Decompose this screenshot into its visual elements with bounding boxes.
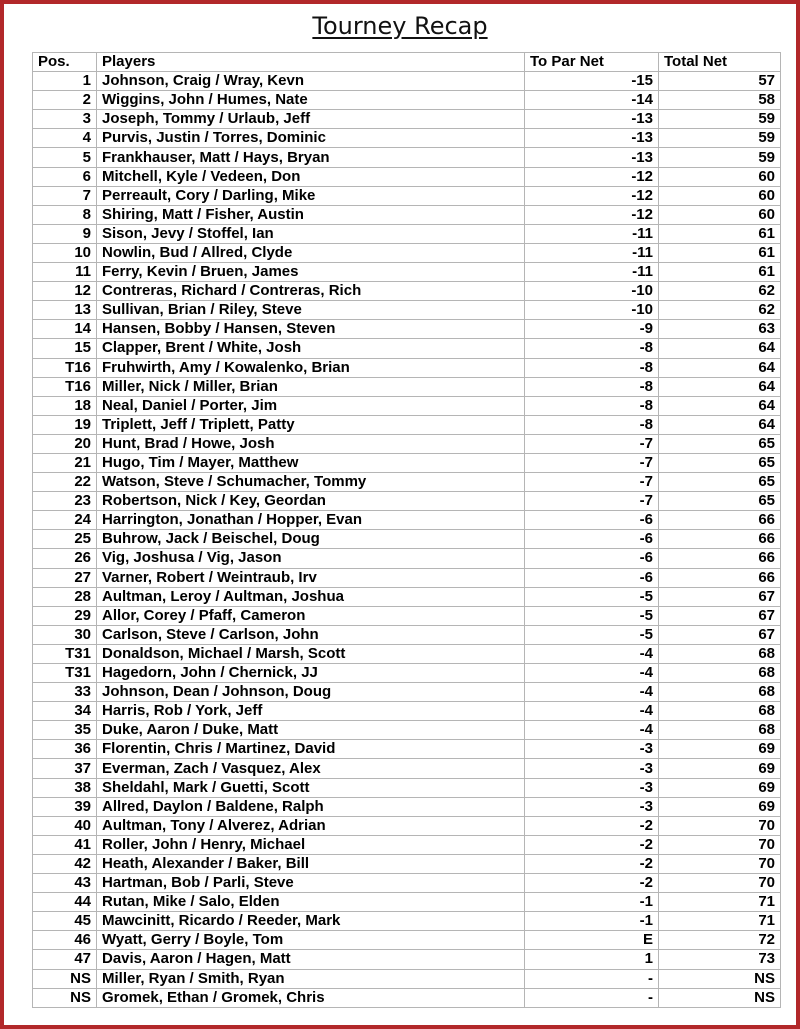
players-cell: Heath, Alexander / Baker, Bill: [97, 854, 525, 873]
players-cell: Miller, Nick / Miller, Brian: [97, 377, 525, 396]
table-row: [33, 453, 781, 472]
table-row: [33, 339, 781, 358]
to-par-net-cell: -13: [525, 110, 659, 129]
total-net-cell: 70: [659, 816, 781, 835]
to-par-net-cell: -2: [525, 816, 659, 835]
position-cell: 2: [33, 91, 97, 110]
table-row: [33, 854, 781, 873]
players-cell: Purvis, Justin / Torres, Dominic: [97, 129, 525, 148]
to-par-net-cell: -5: [525, 606, 659, 625]
table-row: [33, 721, 781, 740]
total-net-cell: 64: [659, 339, 781, 358]
players-cell: Carlson, Steve / Carlson, John: [97, 625, 525, 644]
table-row: [33, 568, 781, 587]
players-cell: Johnson, Dean / Johnson, Doug: [97, 683, 525, 702]
results-table: [32, 52, 781, 1008]
table-row: [33, 530, 781, 549]
to-par-net-cell: -7: [525, 473, 659, 492]
players-cell: Fruhwirth, Amy / Kowalenko, Brian: [97, 358, 525, 377]
header-to-par-net: To Par Net: [525, 53, 659, 72]
position-cell: 30: [33, 625, 97, 644]
position-cell: 8: [33, 205, 97, 224]
position-cell: 46: [33, 931, 97, 950]
total-net-cell: 68: [659, 683, 781, 702]
players-cell: Sullivan, Brian / Riley, Steve: [97, 301, 525, 320]
table-row: [33, 396, 781, 415]
to-par-net-cell: -10: [525, 301, 659, 320]
total-net-cell: 65: [659, 492, 781, 511]
players-cell: Harrington, Jonathan / Hopper, Evan: [97, 511, 525, 530]
to-par-net-cell: -: [525, 969, 659, 988]
position-cell: 44: [33, 893, 97, 912]
position-cell: 22: [33, 473, 97, 492]
table-row: [33, 377, 781, 396]
total-net-cell: 64: [659, 415, 781, 434]
players-cell: Florentin, Chris / Martinez, David: [97, 740, 525, 759]
table-row: [33, 205, 781, 224]
to-par-net-cell: -7: [525, 453, 659, 472]
table-row: [33, 358, 781, 377]
position-cell: 39: [33, 797, 97, 816]
position-cell: 5: [33, 148, 97, 167]
table-row: [33, 816, 781, 835]
table-row: [33, 492, 781, 511]
players-cell: Varner, Robert / Weintraub, Irv: [97, 568, 525, 587]
to-par-net-cell: -15: [525, 72, 659, 91]
players-cell: Robertson, Nick / Key, Geordan: [97, 492, 525, 511]
position-cell: 23: [33, 492, 97, 511]
position-cell: T31: [33, 664, 97, 683]
total-net-cell: 68: [659, 644, 781, 663]
position-cell: 12: [33, 282, 97, 301]
total-net-cell: 69: [659, 778, 781, 797]
to-par-net-cell: -6: [525, 511, 659, 530]
position-cell: 10: [33, 243, 97, 262]
position-cell: 35: [33, 721, 97, 740]
total-net-cell: 58: [659, 91, 781, 110]
table-row: [33, 893, 781, 912]
to-par-net-cell: -8: [525, 396, 659, 415]
table-row: [33, 282, 781, 301]
total-net-cell: 64: [659, 396, 781, 415]
players-cell: Neal, Daniel / Porter, Jim: [97, 396, 525, 415]
to-par-net-cell: -5: [525, 587, 659, 606]
to-par-net-cell: -8: [525, 339, 659, 358]
total-net-cell: 61: [659, 224, 781, 243]
header-players: Players: [97, 53, 525, 72]
total-net-cell: 68: [659, 664, 781, 683]
table-row: [33, 301, 781, 320]
total-net-cell: 71: [659, 912, 781, 931]
total-net-cell: 62: [659, 301, 781, 320]
to-par-net-cell: -3: [525, 759, 659, 778]
players-cell: Nowlin, Bud / Allred, Clyde: [97, 243, 525, 262]
players-cell: Buhrow, Jack / Beischel, Doug: [97, 530, 525, 549]
position-cell: T31: [33, 644, 97, 663]
total-net-cell: 64: [659, 377, 781, 396]
table-row: [33, 969, 781, 988]
players-cell: Aultman, Leroy / Aultman, Joshua: [97, 587, 525, 606]
position-cell: NS: [33, 969, 97, 988]
table-row: [33, 683, 781, 702]
players-cell: Clapper, Brent / White, Josh: [97, 339, 525, 358]
table-row: [33, 91, 781, 110]
table-row: [33, 931, 781, 950]
to-par-net-cell: -2: [525, 874, 659, 893]
position-cell: 19: [33, 415, 97, 434]
to-par-net-cell: -8: [525, 377, 659, 396]
players-cell: Vig, Joshusa / Vig, Jason: [97, 549, 525, 568]
table-row: [33, 473, 781, 492]
position-cell: 34: [33, 702, 97, 721]
players-cell: Sheldahl, Mark / Guetti, Scott: [97, 778, 525, 797]
position-cell: 33: [33, 683, 97, 702]
total-net-cell: 66: [659, 549, 781, 568]
total-net-cell: 69: [659, 759, 781, 778]
header-total-net: Total Net: [659, 53, 781, 72]
to-par-net-cell: -11: [525, 243, 659, 262]
table-row: [33, 644, 781, 663]
table-row: [33, 110, 781, 129]
table-row: [33, 434, 781, 453]
position-cell: 4: [33, 129, 97, 148]
to-par-net-cell: -7: [525, 434, 659, 453]
to-par-net-cell: -10: [525, 282, 659, 301]
to-par-net-cell: -1: [525, 912, 659, 931]
total-net-cell: 69: [659, 797, 781, 816]
total-net-cell: 66: [659, 530, 781, 549]
players-cell: Watson, Steve / Schumacher, Tommy: [97, 473, 525, 492]
position-cell: 37: [33, 759, 97, 778]
to-par-net-cell: -8: [525, 358, 659, 377]
total-net-cell: NS: [659, 969, 781, 988]
header-row: [33, 53, 781, 72]
total-net-cell: 65: [659, 453, 781, 472]
players-cell: Rutan, Mike / Salo, Elden: [97, 893, 525, 912]
table-row: [33, 224, 781, 243]
position-cell: 6: [33, 167, 97, 186]
to-par-net-cell: -12: [525, 205, 659, 224]
to-par-net-cell: -2: [525, 835, 659, 854]
table-row: [33, 511, 781, 530]
to-par-net-cell: -3: [525, 797, 659, 816]
to-par-net-cell: 1: [525, 950, 659, 969]
total-net-cell: 60: [659, 205, 781, 224]
to-par-net-cell: -4: [525, 721, 659, 740]
to-par-net-cell: -11: [525, 224, 659, 243]
position-cell: 11: [33, 263, 97, 282]
players-cell: Perreault, Cory / Darling, Mike: [97, 186, 525, 205]
total-net-cell: NS: [659, 988, 781, 1007]
position-cell: 1: [33, 72, 97, 91]
players-cell: Mawcinitt, Ricardo / Reeder, Mark: [97, 912, 525, 931]
position-cell: 41: [33, 835, 97, 854]
total-net-cell: 60: [659, 167, 781, 186]
total-net-cell: 70: [659, 835, 781, 854]
to-par-net-cell: -4: [525, 644, 659, 663]
position-cell: 24: [33, 511, 97, 530]
position-cell: 28: [33, 587, 97, 606]
players-cell: Mitchell, Kyle / Vedeen, Don: [97, 167, 525, 186]
players-cell: Hunt, Brad / Howe, Josh: [97, 434, 525, 453]
to-par-net-cell: -9: [525, 320, 659, 339]
players-cell: Hansen, Bobby / Hansen, Steven: [97, 320, 525, 339]
total-net-cell: 68: [659, 702, 781, 721]
players-cell: Harris, Rob / York, Jeff: [97, 702, 525, 721]
total-net-cell: 59: [659, 110, 781, 129]
to-par-net-cell: -12: [525, 186, 659, 205]
table-row: [33, 186, 781, 205]
to-par-net-cell: -5: [525, 625, 659, 644]
players-cell: Allor, Corey / Pfaff, Cameron: [97, 606, 525, 625]
to-par-net-cell: -13: [525, 129, 659, 148]
position-cell: 14: [33, 320, 97, 339]
players-cell: Triplett, Jeff / Triplett, Patty: [97, 415, 525, 434]
players-cell: Wiggins, John / Humes, Nate: [97, 91, 525, 110]
players-cell: Hartman, Bob / Parli, Steve: [97, 874, 525, 893]
to-par-net-cell: -14: [525, 91, 659, 110]
position-cell: 42: [33, 854, 97, 873]
players-cell: Donaldson, Michael / Marsh, Scott: [97, 644, 525, 663]
total-net-cell: 59: [659, 129, 781, 148]
table-row: [33, 625, 781, 644]
table-row: [33, 167, 781, 186]
players-cell: Frankhauser, Matt / Hays, Bryan: [97, 148, 525, 167]
position-cell: 43: [33, 874, 97, 893]
total-net-cell: 67: [659, 587, 781, 606]
to-par-net-cell: -8: [525, 415, 659, 434]
to-par-net-cell: -: [525, 988, 659, 1007]
players-cell: Duke, Aaron / Duke, Matt: [97, 721, 525, 740]
table-row: [33, 950, 781, 969]
total-net-cell: 70: [659, 854, 781, 873]
total-net-cell: 69: [659, 740, 781, 759]
table-row: [33, 263, 781, 282]
players-cell: Everman, Zach / Vasquez, Alex: [97, 759, 525, 778]
to-par-net-cell: -2: [525, 854, 659, 873]
table-row: [33, 664, 781, 683]
table-row: [33, 415, 781, 434]
total-net-cell: 73: [659, 950, 781, 969]
table-row: [33, 912, 781, 931]
table-row: [33, 129, 781, 148]
results-body: [33, 72, 781, 1008]
position-cell: 20: [33, 434, 97, 453]
position-cell: 15: [33, 339, 97, 358]
players-cell: Shiring, Matt / Fisher, Austin: [97, 205, 525, 224]
total-net-cell: 61: [659, 243, 781, 262]
total-net-cell: 57: [659, 72, 781, 91]
position-cell: 7: [33, 186, 97, 205]
to-par-net-cell: -11: [525, 263, 659, 282]
total-net-cell: 63: [659, 320, 781, 339]
total-net-cell: 65: [659, 473, 781, 492]
total-net-cell: 64: [659, 358, 781, 377]
total-net-cell: 59: [659, 148, 781, 167]
table-row: [33, 835, 781, 854]
to-par-net-cell: -4: [525, 664, 659, 683]
players-cell: Ferry, Kevin / Bruen, James: [97, 263, 525, 282]
total-net-cell: 72: [659, 931, 781, 950]
position-cell: NS: [33, 988, 97, 1007]
players-cell: Johnson, Craig / Wray, Kevn: [97, 72, 525, 91]
players-cell: Contreras, Richard / Contreras, Rich: [97, 282, 525, 301]
total-net-cell: 68: [659, 721, 781, 740]
table-row: [33, 549, 781, 568]
total-net-cell: 61: [659, 263, 781, 282]
position-cell: 25: [33, 530, 97, 549]
total-net-cell: 66: [659, 568, 781, 587]
players-cell: Miller, Ryan / Smith, Ryan: [97, 969, 525, 988]
page-title: [4, 10, 796, 42]
table-row: [33, 702, 781, 721]
table-row: [33, 72, 781, 91]
position-cell: 21: [33, 453, 97, 472]
position-cell: 47: [33, 950, 97, 969]
players-cell: Hagedorn, John / Chernick, JJ: [97, 664, 525, 683]
position-cell: 3: [33, 110, 97, 129]
to-par-net-cell: -1: [525, 893, 659, 912]
table-row: [33, 740, 781, 759]
page-title-text: Tourney Recap: [312, 12, 488, 40]
to-par-net-cell: -6: [525, 549, 659, 568]
players-cell: Allred, Daylon / Baldene, Ralph: [97, 797, 525, 816]
to-par-net-cell: E: [525, 931, 659, 950]
position-cell: 40: [33, 816, 97, 835]
position-cell: 9: [33, 224, 97, 243]
position-cell: 36: [33, 740, 97, 759]
table-row: [33, 320, 781, 339]
total-net-cell: 60: [659, 186, 781, 205]
total-net-cell: 70: [659, 874, 781, 893]
position-cell: 45: [33, 912, 97, 931]
position-cell: 29: [33, 606, 97, 625]
to-par-net-cell: -6: [525, 530, 659, 549]
to-par-net-cell: -6: [525, 568, 659, 587]
players-cell: Roller, John / Henry, Michael: [97, 835, 525, 854]
players-cell: Sison, Jevy / Stoffel, Ian: [97, 224, 525, 243]
total-net-cell: 71: [659, 893, 781, 912]
table-row: [33, 797, 781, 816]
to-par-net-cell: -4: [525, 702, 659, 721]
players-cell: Gromek, Ethan / Gromek, Chris: [97, 988, 525, 1007]
total-net-cell: 66: [659, 511, 781, 530]
position-cell: 18: [33, 396, 97, 415]
table-row: [33, 243, 781, 262]
players-cell: Wyatt, Gerry / Boyle, Tom: [97, 931, 525, 950]
table-row: [33, 587, 781, 606]
total-net-cell: 62: [659, 282, 781, 301]
table-row: [33, 874, 781, 893]
table-row: [33, 606, 781, 625]
players-cell: Hugo, Tim / Mayer, Matthew: [97, 453, 525, 472]
to-par-net-cell: -7: [525, 492, 659, 511]
table-row: [33, 988, 781, 1007]
to-par-net-cell: -13: [525, 148, 659, 167]
players-cell: Davis, Aaron / Hagen, Matt: [97, 950, 525, 969]
to-par-net-cell: -3: [525, 778, 659, 797]
table-row: [33, 759, 781, 778]
to-par-net-cell: -3: [525, 740, 659, 759]
position-cell: 26: [33, 549, 97, 568]
players-cell: Aultman, Tony / Alverez, Adrian: [97, 816, 525, 835]
to-par-net-cell: -4: [525, 683, 659, 702]
header-pos: Pos.: [33, 53, 97, 72]
position-cell: T16: [33, 358, 97, 377]
position-cell: 13: [33, 301, 97, 320]
total-net-cell: 67: [659, 606, 781, 625]
total-net-cell: 65: [659, 434, 781, 453]
position-cell: T16: [33, 377, 97, 396]
position-cell: 38: [33, 778, 97, 797]
position-cell: 27: [33, 568, 97, 587]
table-row: [33, 778, 781, 797]
total-net-cell: 67: [659, 625, 781, 644]
table-row: [33, 148, 781, 167]
to-par-net-cell: -12: [525, 167, 659, 186]
players-cell: Joseph, Tommy / Urlaub, Jeff: [97, 110, 525, 129]
